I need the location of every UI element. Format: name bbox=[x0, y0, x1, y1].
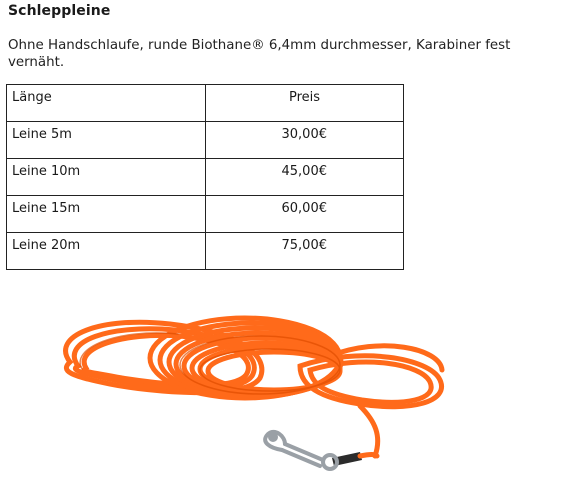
product-description: Ohne Handschlaufe, runde Biothane® 6,4mm durchmesser, Karabiner fest vernäht. bbox=[8, 38, 511, 70]
leash-product-image bbox=[30, 296, 550, 484]
cell-price: 75,00€ bbox=[206, 233, 404, 270]
price-table bbox=[6, 84, 404, 270]
table-row bbox=[7, 159, 404, 196]
carabiner-hook-icon bbox=[265, 432, 337, 469]
rope-coils bbox=[66, 318, 442, 456]
table-row bbox=[7, 122, 404, 159]
cell-price: 30,00€ bbox=[206, 122, 404, 159]
table-row bbox=[7, 196, 404, 233]
cell-length: Leine 20m bbox=[7, 233, 206, 270]
cell-length: Leine 10m bbox=[7, 159, 206, 196]
cell-length: Leine 5m bbox=[7, 122, 206, 159]
header-length: Länge bbox=[7, 85, 206, 122]
cell-price: 60,00€ bbox=[206, 196, 404, 233]
table-header-row bbox=[7, 85, 404, 122]
page-title: Schleppleine bbox=[8, 3, 111, 19]
table-row bbox=[7, 233, 404, 270]
header-price: Preis bbox=[206, 85, 404, 122]
cell-length: Leine 15m bbox=[7, 196, 206, 233]
cell-price: 45,00€ bbox=[206, 159, 404, 196]
